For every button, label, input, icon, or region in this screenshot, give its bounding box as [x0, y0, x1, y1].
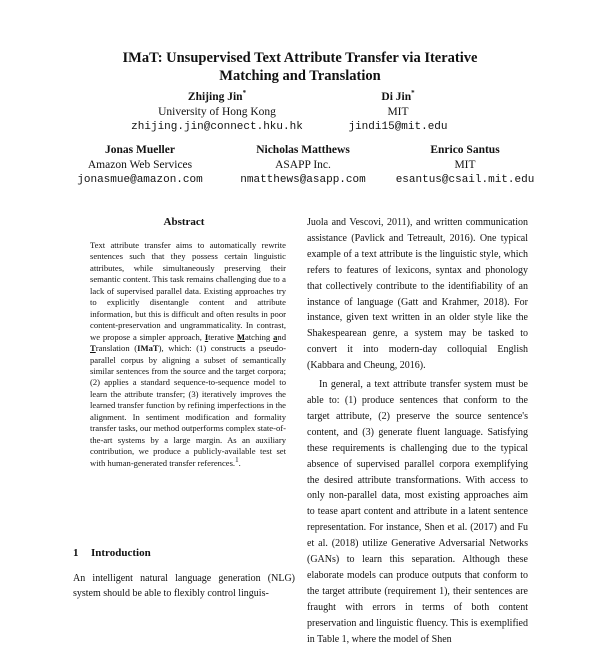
author-name: Enrico Santus — [430, 144, 500, 156]
title-line-2: Matching and Translation — [219, 68, 381, 84]
body-paragraph: Juola and Vescovi, 2011), and written communication assistance (Pavlick and Tetreault, 2016). One typical example of a text attribute is the linguistic style, which refers to features of lexicons, syntax and phonology that collectively contribute to the identifiability of an instance of language (Gatt and Krahmer, 2018). For instance, given text written in an older style like the Shakespearean genre, a system may be tasked to convert it into modern-day colloquial English (Kabbara and Cheung, 2016). — [307, 217, 528, 372]
author-name: Zhijing Jin* — [187, 89, 247, 103]
author-name: Jonas Mueller — [105, 144, 175, 156]
author-block — [55, 143, 225, 188]
author-affiliation: University of Hong Kong — [158, 106, 276, 118]
right-column — [307, 215, 528, 647]
author-email: jindi15@mit.edu — [348, 121, 448, 133]
abstract-heading: Abstract — [163, 216, 205, 228]
author-name: Nicholas Matthews — [256, 144, 350, 156]
title-line-1: IMaT: Unsupervised Text Attribute Transfer via Iterative — [122, 50, 478, 66]
author-email: esantus@csail.mit.edu — [395, 174, 535, 186]
paper-title — [60, 49, 540, 85]
author-affiliation: MIT — [387, 106, 409, 118]
abstract-text: Text attribute transfer aims to automatically rewrite sentences such that they possess certain linguistic attributes, while simultaneously preserving their semantic content. This task remains challenging due to a lack of supervised parallel data. Existing approaches try to explicitly disentangle content and attribute information, but this is difficult and often results in poor content-preservation and ungrammaticality. In contrast, we propose a simpler approach, Iterative Matching and Translation (IMaT), which: (1) constructs a pseudo-parallel corpus by aligning a subset of semantically similar sentences from the source and the target corpora; (2) applies a standard sequence-to-sequence model to learn the attribute transfer; (3) iteratively improves the learned transfer function by refining imperfections in the alignment. In sentiment modification and formality transfer tasks, our method outperforms complex state-of-the-art systems by a large margin. As an auxiliary contribution, we produce a publicly-available test set with human-generated transfer references.$^1$. — [90, 240, 286, 468]
footnote-mark[interactable]: 1 — [235, 455, 239, 464]
body-paragraph: In general, a text attribute transfer system must be able to: (1) produce sentences that conform to the target attribute, (2) preserve the source sentence's content, and (3) generate fluent language. Satisfying these requirements is challenging due to the typical absence of supervised parallel corpora exemplifying the desired attribute transformations. With access to only non-parallel data, most existing approaches aim to tease apart content and attribute in a latent sentence representation. For instance, Shen et al. (2017) and Fu et al. (2018) utilize Generative Adversarial Networks (GANs) to learn this separation. Although these elaborate models can produce outputs that conform to the target attribute (requirement 1), their sentences are fraught with errors in terms of both content preservation and linguistic fluency. This is exemplified in Table 1, where the model of Shen — [307, 379, 528, 645]
author-email: jonasmue@amazon.com — [77, 174, 203, 186]
author-affiliation: MIT — [454, 159, 476, 171]
author-block — [92, 90, 342, 135]
author-email: zhijing.jin@connect.hku.hk — [131, 121, 303, 133]
author-affiliation: ASAPP Inc. — [275, 159, 331, 171]
intro-paragraph: An intelligent natural language generation (NLG) system should be able to flexibly control linguis- — [73, 573, 295, 599]
section-number: 1 — [73, 547, 79, 559]
author-affiliation: Amazon Web Services — [87, 159, 193, 171]
author-block — [218, 143, 388, 188]
section-title: Introduction — [91, 547, 151, 559]
author-name: Di Jin* — [381, 89, 415, 103]
author-block — [318, 90, 478, 135]
author-block — [380, 143, 550, 188]
author-email: nmatthews@asapp.com — [240, 174, 366, 186]
section-heading — [73, 547, 151, 559]
